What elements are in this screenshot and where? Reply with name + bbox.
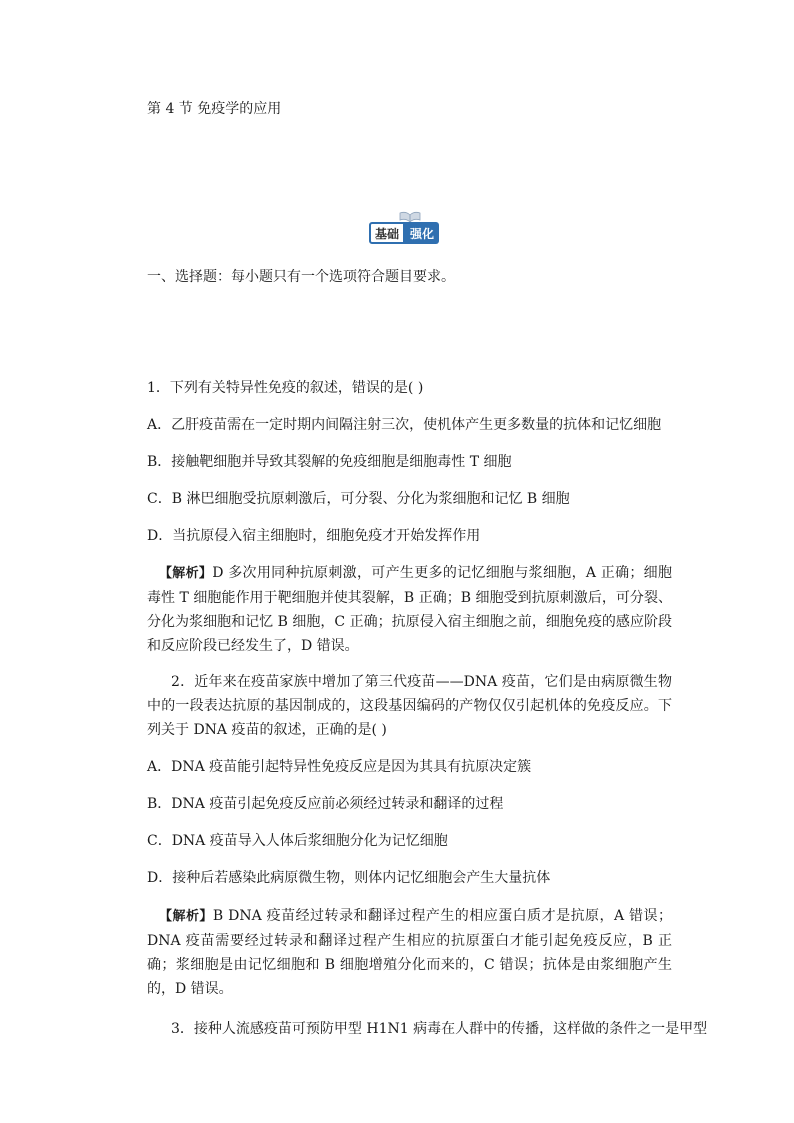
question-1-option-a: A．乙肝疫苗需在一定时期内间隔注射三次，使机体产生更多数量的抗体和记忆细胞 [147,417,662,433]
question-1-option-d: D．当抗原侵入宿主细胞时，细胞免疫才开始发挥作用 [147,528,481,544]
question-1-option-b: B．接触靶细胞并导致其裂解的免疫细胞是细胞毒性 T 细胞 [147,454,512,470]
analysis-label: 【解析】 [159,909,213,924]
question-2-option-b: B．DNA 疫苗引起免疫反应前必须经过转录和翻译的过程 [147,796,504,812]
analysis-text: D 多次用同种抗原刺激，可产生更多的记忆细胞与浆细胞，A 正确；细胞毒性 T 细胞能作用于靶细胞并使其裂解，B 正确；B 细胞受到抗原刺激后，可分裂、分化为浆细胞和记忆 B 细胞，C 正确；抗原侵入宿主细胞之前，细胞免疫的感应阶段和反应阶段已经发生了，D 错误。 [147,565,672,654]
basic-reinforcement-badge [369,222,451,244]
question-2-option-c: C．DNA 疫苗导入人体后浆细胞分化为记忆细胞 [147,833,448,849]
question-2-stem: 2．近年来在疫苗家族中增加了第三代疫苗——DNA 疫苗，它们是由病原微生物中的一段表达抗原的基因制成的，这段基因编码的产物仅仅引起机体的免疫反应。下列关于 DNA 疫苗的叙述，正确的是( ) [147,674,672,738]
question-1-option-c: C．B 淋巴细胞受抗原刺激后，可分裂、分化为浆细胞和记忆 B 细胞 [147,491,570,507]
question-2-option-d: D．接种后若感染此病原微生物，则体内记忆细胞会产生大量抗体 [147,870,551,886]
badge-right-label: 强化 [405,222,439,244]
question-3-stem: 3．接种人流感疫苗可预防甲型 H1N1 病毒在人群中的传播，这样做的条件之一是甲型 [171,1021,708,1037]
question-1-stem: 1．下列有关特异性免疫的叙述，错误的是( ) [147,380,424,396]
section-heading: 一、选择题：每小题只有一个选项符合题目要求。 [147,269,455,285]
analysis-text: B DNA 疫苗经过转录和翻译过程产生的相应蛋白质才是抗原，A 错误；DNA 疫苗需要经过转录和翻译过程产生相应的抗原蛋白才能引起免疫反应，B 正确；浆细胞是由记忆细胞和 B 细胞增殖分化而来的，C 错误；抗体是由浆细胞产生的，D 错误。 [147,908,672,997]
question-2-option-a: A．DNA 疫苗能引起特异性免疫反应是因为其具有抗原决定簇 [147,759,532,775]
badge-left-label: 基础 [369,222,405,244]
question-2-analysis [147,904,672,1001]
section-title: 第 4 节 免疫学的应用 [147,101,282,117]
question-1-analysis [147,561,672,658]
analysis-label: 【解析】 [159,566,213,581]
